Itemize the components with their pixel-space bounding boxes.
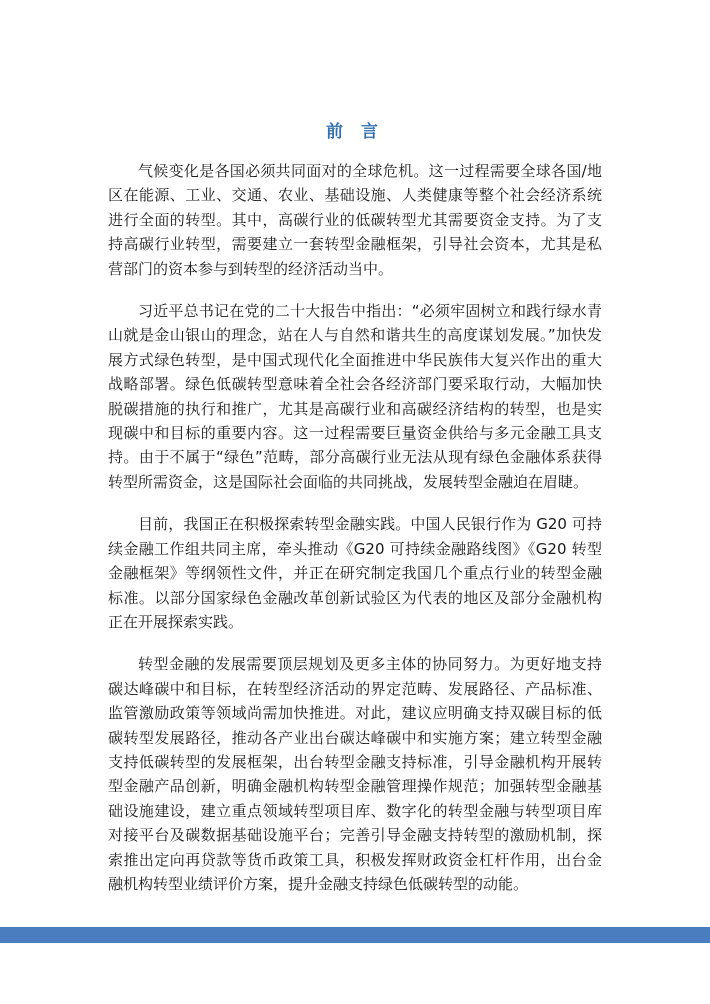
document-body: [108, 159, 602, 914]
paragraph-recommendations: 转型金融的发展需要顶层规划及更多主体的协同努力。为更好地支持碳达峰碳中和目标，在转型经济活动的界定范畴、发展路径、产品标准、监管激励政策等领域尚需加快推进。对此，建议应明确支持双碳目标的低碳转型发展路径，推动各产业出台碳达峰碳中和实施方案；建立转型金融支持低碳转型的发展框架，出台转型金融支持标准，引导金融机构开展转型金融产品创新，明确金融机构转型金融管理操作规范；加强转型金融基础设施建设，建立重点领域转型项目库、数字化的转型金融与转型项目库对接平台及碳数据基础设施平台；完善引导金融支持转型的激励机制，探索推出定向再贷款等货币政策工具，积极发挥财政资金杠杆作用，出台金融机构转型业绩评价方案，提升金融支持绿色低碳转型的动能。: [108, 655, 602, 893]
paragraph-report-quote: 习近平总书记在党的二十大报告中指出：“必须牢固树立和践行绿水青山就是金山银山的理念，站在人与自然和谐共生的高度谋划发展。”加快发展方式绿色转型，是中国式现代化全面推进中华民族伟大复兴作出的重大战略部署。绿色低碳转型意味着全社会各经济部门要采取行动，大幅加快脱碳措施的执行和推广，尤其是高碳行业和高碳经济结构的转型，也是实现碳中和目标的重要内容。这一过程需要巨量资金供给与多元金融工具支持。由于不属于“绿色”范畴，部分高碳行业无法从现有绿色金融体系获得转型所需资金，这是国际社会面临的共同挑战，发展转型金融迫在眉睫。: [108, 302, 602, 491]
paragraph-intro: 气候变化是各国必须共同面对的全球危机。这一过程需要全球各国/地区在能源、工业、交通、农业、基础设施、人类健康等整个社会经济系统进行全面的转型。其中，高碳行业的低碳转型尤其需要资金支持。为了支持高碳行业转型，需要建立一套转型金融框架，引导社会资本，尤其是私营部门的资本参与到转型的经济活动当中。: [108, 162, 602, 278]
page-title: 前 言: [326, 122, 384, 142]
footer-band: [0, 927, 710, 943]
paragraph-current-practice: 目前，我国正在积极探索转型金融实践。中国人民银行作为 G20 可持续金融工作组共同主席，牵头推动《G20 可持续金融路线图》《G20 转型金融框架》等纲领性文件，并正在研究制定我国几个重点行业的转型金融标准。以部分国家绿色金融改革创新试验区为代表的地区及部分金融机构正在开展探索实践。: [108, 515, 602, 631]
